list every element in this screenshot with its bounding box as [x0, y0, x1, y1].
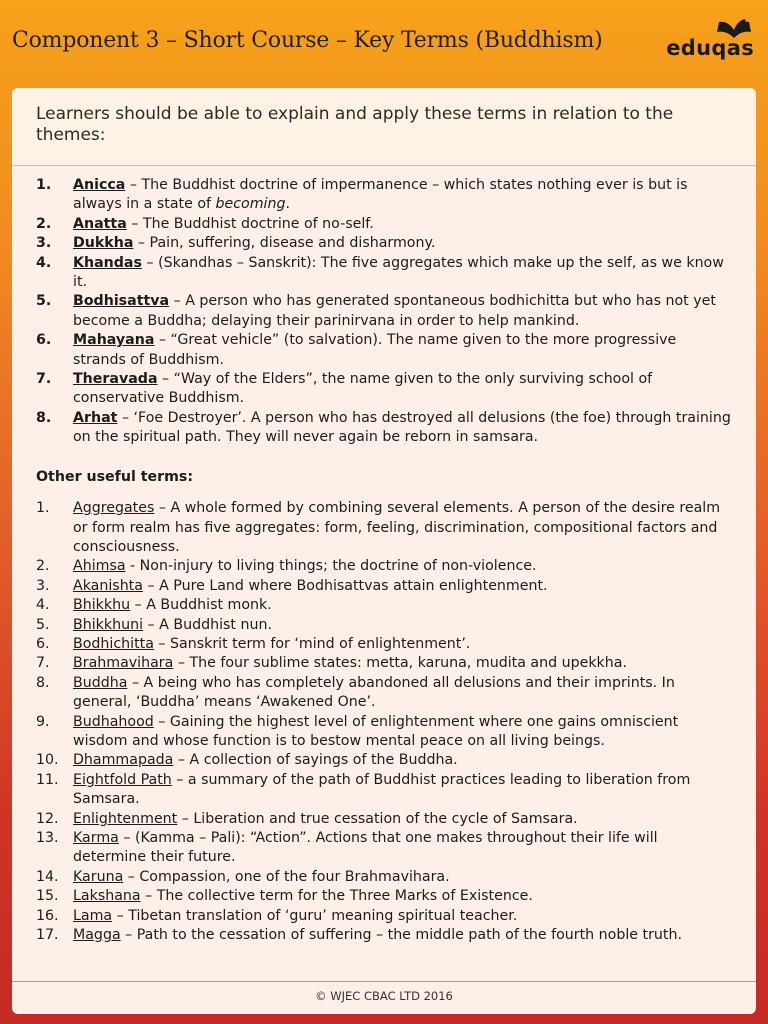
- term-name: Theravada: [73, 371, 158, 388]
- term-name: Anicca: [73, 177, 126, 193]
- term-definition: – (Kamma – Pali): “Action”. Actions that one makes throughout their life will determine their future.: [73, 830, 658, 866]
- term-item: [36, 771, 732, 810]
- term-item: [36, 674, 732, 713]
- page-title: Component 3 – Short Course – Key Terms (Buddhism): [12, 28, 603, 53]
- term-number: 11.: [36, 771, 59, 788]
- other-terms-list: [36, 499, 732, 945]
- term-item: [36, 331, 732, 370]
- term-item: [36, 234, 732, 253]
- term-item: [36, 635, 732, 654]
- term-definition: – Path to the cessation of suffering – the middle path of the fourth noble truth.: [120, 927, 682, 944]
- term-definition: – A person who has generated spontaneous bodhichitta but who has not yet become a Buddha; delaying their parinirvana in order to help mankind.: [73, 293, 716, 329]
- term-definition: – The Buddhist doctrine of impermanence – which states nothing ever is but is always in a state of: [73, 177, 688, 213]
- term-item: [36, 887, 732, 906]
- term-number: 3.: [36, 577, 50, 594]
- key-terms-list: [36, 176, 732, 448]
- term-name: Lakshana: [73, 888, 141, 905]
- term-number: 5.: [36, 293, 52, 310]
- term-name: Dhammapada: [73, 752, 174, 769]
- logo-text: eduqas: [666, 36, 754, 60]
- content-card: [12, 88, 756, 1014]
- copyright-footer: © WJEC CBAC LTD 2016: [12, 981, 756, 1014]
- term-number: 2.: [36, 558, 50, 575]
- term-definition: – A being who has completely abandoned all delusions and their imprints. In general, ‘Buddha’ means ‘Awakened One’.: [73, 674, 675, 711]
- page-header: [0, 0, 768, 88]
- eduqas-logo: [664, 18, 754, 64]
- term-number: 6.: [36, 332, 52, 349]
- term-definition: – ‘Foe Destroyer’. A person who has destroyed all delusions (the foe) through training on the spiritual path. They will never again be reborn in samsara.: [73, 409, 731, 446]
- term-definition-italic: becoming: [215, 196, 286, 213]
- term-item: [36, 596, 732, 615]
- term-number: 12.: [36, 810, 59, 827]
- term-name: Ahimsa: [73, 558, 126, 575]
- term-item: [36, 292, 732, 331]
- term-definition: – Gaining the highest level of enlightenment where one gains omniscient wisdom and whose function is to bestow mental peace on all living beings.: [73, 713, 679, 749]
- term-item: [36, 215, 732, 234]
- term-name: Mahayana: [73, 332, 155, 349]
- term-name: Bodhisattva: [73, 293, 170, 310]
- term-item: [36, 370, 732, 409]
- term-name: Karma: [73, 830, 119, 846]
- term-number: 7.: [36, 371, 52, 388]
- term-definition: – Compassion, one of the four Brahmavihara.: [123, 868, 450, 885]
- term-number: 5.: [36, 616, 50, 633]
- term-name: Eightfold Path: [73, 771, 172, 788]
- term-number: 4.: [36, 254, 52, 271]
- term-definition: – The Buddhist doctrine of no-self.: [126, 215, 374, 232]
- term-item: [36, 926, 732, 945]
- term-item: [36, 254, 732, 293]
- term-definition: – A whole formed by combining several elements. A person of the desire realm or form realm has five aggregates: form, feeling, discrimination, compositional factors and consciousness.: [73, 500, 721, 555]
- term-definition: – A Buddhist monk.: [130, 597, 272, 614]
- term-definition: – A collection of sayings of the Buddha.: [173, 752, 458, 769]
- term-definition: – Pain, suffering, disease and disharmony.: [133, 235, 436, 252]
- term-item: [36, 654, 732, 673]
- term-definition: – “Great vehicle” (to salvation). The name given to the more progressive strands of Buddhism.: [73, 332, 677, 368]
- term-number: 10.: [36, 752, 59, 769]
- term-item: [36, 409, 732, 448]
- term-name: Enlightenment: [73, 810, 178, 827]
- term-definition: – a summary of the path of Buddhist practices leading to liberation from Samsara.: [73, 771, 691, 808]
- term-number: 14.: [36, 868, 59, 885]
- term-number: 13.: [36, 830, 59, 846]
- term-item: [36, 907, 732, 926]
- term-definition: – Sanskrit term for ‘mind of enlightenment’.: [153, 635, 471, 652]
- term-name: Karuna: [73, 868, 124, 885]
- term-number: 3.: [36, 235, 52, 252]
- term-item: [36, 499, 732, 557]
- term-number: 6.: [36, 635, 50, 652]
- term-item: [36, 176, 732, 215]
- term-number: 17.: [36, 927, 59, 944]
- term-item: [36, 751, 732, 770]
- term-definition-end: .: [285, 196, 291, 213]
- term-name: Bhikkhu: [73, 597, 131, 614]
- intro-text: Learners should be able to explain and apply these terms in relation to the themes:: [12, 88, 756, 166]
- term-definition: – Tibetan translation of ‘guru’ meaning spiritual teacher.: [112, 907, 518, 924]
- term-name: Dukkha: [73, 235, 134, 252]
- term-item: [36, 557, 732, 576]
- term-item: [36, 810, 732, 829]
- term-item: [36, 616, 732, 635]
- term-name: Aggregates: [73, 500, 155, 517]
- term-number: 4.: [36, 597, 50, 614]
- term-number: 16.: [36, 907, 59, 924]
- term-name: Anatta: [73, 215, 127, 232]
- term-definition: – A Buddhist nun.: [143, 616, 272, 633]
- term-number: 2.: [36, 215, 52, 232]
- term-name: Magga: [73, 927, 121, 944]
- term-name: Brahmavihara: [73, 655, 174, 672]
- term-number: 9.: [36, 713, 50, 730]
- term-definition: – The four sublime states: metta, karuna, mudita and upekkha.: [173, 655, 627, 672]
- term-definition: – “Way of the Elders”, the name given to the only surviving school of conservative Buddhism.: [73, 371, 653, 407]
- term-name: Buddha: [73, 674, 128, 691]
- term-name: Bhikkhuni: [73, 616, 144, 633]
- other-terms-heading: Other useful terms:: [36, 468, 194, 485]
- term-item: [36, 868, 732, 887]
- term-name: Lama: [73, 907, 113, 924]
- term-name: Akanishta: [73, 577, 143, 594]
- term-name: Arhat: [73, 409, 118, 426]
- term-definition: – A Pure Land where Bodhisattvas attain enlightenment.: [142, 577, 548, 594]
- term-definition: – Liberation and true cessation of the cycle of Samsara.: [177, 810, 578, 827]
- term-name: Bodhichitta: [73, 635, 154, 652]
- term-name: Budhahood: [73, 713, 154, 730]
- term-number: 15.: [36, 888, 59, 905]
- terms-content: [12, 166, 756, 945]
- term-number: 8.: [36, 674, 50, 691]
- term-number: 1.: [36, 500, 50, 517]
- term-definition: - Non-injury to living things; the doctrine of non-violence.: [125, 558, 537, 575]
- term-item: [36, 829, 732, 868]
- term-number: 7.: [36, 655, 50, 672]
- term-item: [36, 577, 732, 596]
- term-number: 1.: [36, 177, 52, 193]
- term-name: Khandas: [73, 254, 142, 271]
- term-item: [36, 713, 732, 752]
- term-definition: – The collective term for the Three Marks of Existence.: [140, 888, 533, 905]
- term-definition: – (Skandhas – Sanskrit): The five aggregates which make up the self, as we know it.: [73, 254, 724, 291]
- term-number: 8.: [36, 409, 52, 426]
